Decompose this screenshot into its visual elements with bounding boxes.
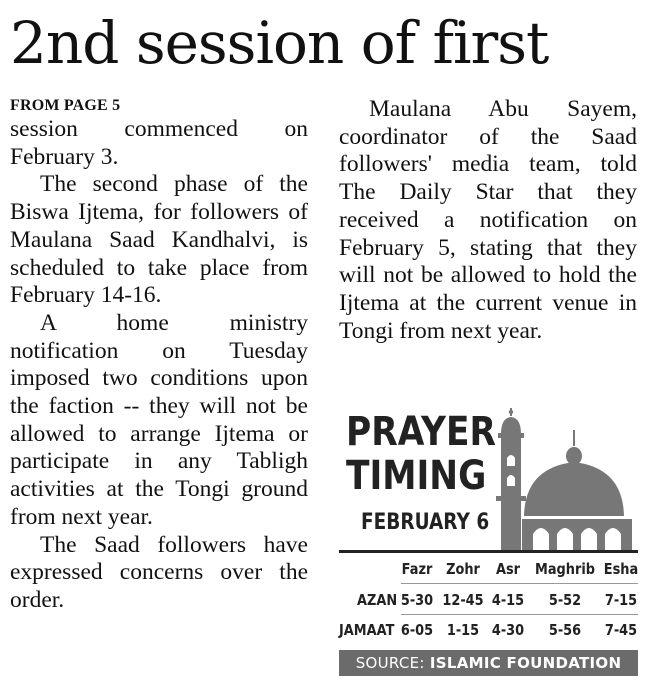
headline: 2nd session of first [10,9,549,77]
source-bar [339,650,638,676]
prayer-title-line1: PRAYER [346,409,496,455]
right-column [339,96,637,345]
time-cell: 7-45 [604,621,638,639]
paragraph: The second phase of the Biswa Ijtema, for followers of Maulana Saad Kandhalvi, is scheduled to take place from February 14-16. [10,171,308,309]
col-maghrib: Maghrib [535,560,595,578]
table-top-rule [339,550,638,553]
time-cell: 5-56 [548,621,582,639]
source-name: ISLAMIC FOUNDATION [429,654,622,672]
time-cell: 12-45 [442,591,484,609]
col-esha: Esha [603,560,639,578]
left-column [10,96,308,615]
paragraph: The Saad followers have expressed concerns over the order. [10,531,308,613]
prayer-timing-box [339,408,638,678]
paragraph: A home ministry notification on Tuesday imposed two conditions upon the faction -- they will not be allowed to arrange Ijtema or participate in any Tabligh activities at the Tongi ground from next year. [10,309,308,530]
time-cell: 7-15 [604,591,638,609]
time-cell: 5-52 [548,591,582,609]
col-asr: Asr [495,560,521,578]
jump-label: FROM PAGE 5 [10,97,121,114]
paragraph: Maulana Abu Sayem, coordinator of the Saad followers' media team, told The Daily Star that they received a notification on February 5, stating that they will not be allowed to hold the Ijtema at the current venue in Tongi from next year. [339,96,637,344]
paragraph: session commenced on February 3. [10,116,308,170]
row-label: JAMAAT [339,621,395,639]
time-cell: 5-30 [400,591,434,609]
mosque-icon [489,408,638,550]
col-zohr: Zohr [446,560,480,578]
time-cell: 1-15 [446,621,480,639]
time-cell: 6-05 [400,621,434,639]
time-cell: 4-30 [491,621,525,639]
table-divider [401,583,638,584]
prayer-title-line2: TIMING [346,453,487,499]
source-prefix: SOURCE: [355,654,430,672]
col-fazr: Fazr [401,560,433,578]
table-row [339,621,638,647]
time-cell: 4-15 [491,591,525,609]
prayer-date: FEBRUARY 6 [361,510,490,535]
row-label: AZAN [357,591,398,609]
table-divider [401,614,638,615]
